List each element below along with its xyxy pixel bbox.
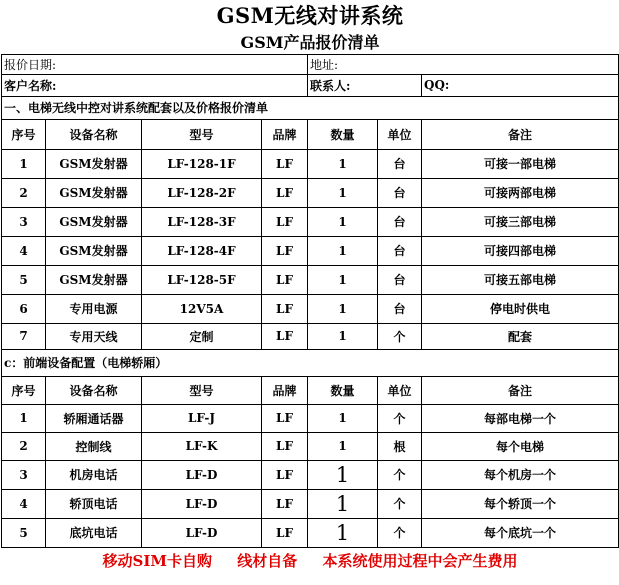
row-device-name: 轿厢通话器: [46, 404, 142, 432]
row-unit: 个: [378, 404, 422, 432]
row-remarks: 可接四部电梯: [422, 236, 619, 265]
row-device-name: 底坑电话: [46, 518, 142, 547]
row-remarks: 配套: [422, 323, 619, 349]
row-model: LF-K: [142, 432, 262, 460]
row-index: 4: [2, 236, 46, 265]
section1-heading: 一、电梯无线中控对讲系统配套以及价格报价清单: [2, 96, 619, 119]
row-remarks: 每个机房一个: [422, 460, 619, 489]
col-header-quantity: 数量: [308, 376, 378, 404]
row-quantity: 1: [308, 460, 378, 489]
page-title: GSM无线对讲系统: [216, 3, 404, 28]
row-brand: LF: [262, 432, 308, 460]
row-quantity: 1: [308, 323, 378, 349]
col-header-remarks: 备注: [422, 119, 619, 149]
row-device-name: 机房电话: [46, 460, 142, 489]
row-device-name: GSM发射器: [46, 207, 142, 236]
row-index: 1: [2, 149, 46, 178]
row-index: 7: [2, 323, 46, 349]
row-brand: LF: [262, 207, 308, 236]
section1-header-row: [2, 119, 619, 149]
col-header-brand: 品牌: [262, 376, 308, 404]
row-model: LF-128-3F: [142, 207, 262, 236]
row-unit: 台: [378, 178, 422, 207]
row-unit: 个: [378, 489, 422, 518]
table-row: [2, 265, 619, 294]
row-unit: 个: [378, 460, 422, 489]
table-row: [2, 460, 619, 489]
row-model: LF-J: [142, 404, 262, 432]
row-brand: LF: [262, 294, 308, 323]
section2-header-row: [2, 376, 619, 404]
row-model: LF-D: [142, 489, 262, 518]
section2-heading: c：前端设备配置（电梯轿厢）: [2, 349, 619, 376]
table-row: [2, 178, 619, 207]
table-row: [2, 294, 619, 323]
row-quantity: 1: [308, 404, 378, 432]
quote-date-label: 报价日期:: [2, 54, 308, 74]
row-unit: 台: [378, 207, 422, 236]
col-header-device-name: 设备名称: [46, 376, 142, 404]
row-unit: 根: [378, 432, 422, 460]
row-remarks: 可接五部电梯: [422, 265, 619, 294]
row-brand: LF: [262, 323, 308, 349]
table-row: [2, 518, 619, 547]
row-brand: LF: [262, 518, 308, 547]
col-header-index: 序号: [2, 376, 46, 404]
row-brand: LF: [262, 149, 308, 178]
row-remarks: 可接一部电梯: [422, 149, 619, 178]
row-index: 6: [2, 294, 46, 323]
row-device-name: 专用电源: [46, 294, 142, 323]
col-header-model: 型号: [142, 376, 262, 404]
address-label: 地址:: [308, 54, 619, 74]
row-index: 4: [2, 489, 46, 518]
row-unit: 个: [378, 323, 422, 349]
row-device-name: GSM发射器: [46, 236, 142, 265]
row-model: LF-128-1F: [142, 149, 262, 178]
table-row: [2, 207, 619, 236]
row-remarks: 可接两部电梯: [422, 178, 619, 207]
row-index: 3: [2, 207, 46, 236]
row-model: LF-128-4F: [142, 236, 262, 265]
col-header-index: 序号: [2, 119, 46, 149]
table-row: [2, 432, 619, 460]
row-unit: 台: [378, 149, 422, 178]
row-unit: 台: [378, 265, 422, 294]
row-brand: LF: [262, 404, 308, 432]
col-header-quantity: 数量: [308, 119, 378, 149]
col-header-unit: 单位: [378, 119, 422, 149]
table-row: [2, 236, 619, 265]
row-device-name: GSM发射器: [46, 265, 142, 294]
row-device-name: GSM发射器: [46, 178, 142, 207]
col-header-model: 型号: [142, 119, 262, 149]
row-remarks: 停电时供电: [422, 294, 619, 323]
row-quantity: 1: [308, 294, 378, 323]
row-index: 1: [2, 404, 46, 432]
row-unit: 台: [378, 236, 422, 265]
row-model: LF-128-2F: [142, 178, 262, 207]
table-row: [2, 489, 619, 518]
row-brand: LF: [262, 489, 308, 518]
contact-label: 联系人:: [308, 74, 422, 96]
row-remarks: 每部电梯一个: [422, 404, 619, 432]
row-quantity: 1: [308, 265, 378, 294]
row-brand: LF: [262, 178, 308, 207]
table-row: [2, 149, 619, 178]
row-quantity: 1: [308, 207, 378, 236]
footer-cost-note: 本系统使用过程中会产生费用: [322, 551, 518, 570]
row-index: 5: [2, 518, 46, 547]
row-model: LF-128-5F: [142, 265, 262, 294]
row-unit: 个: [378, 518, 422, 547]
row-brand: LF: [262, 265, 308, 294]
table-row: [2, 323, 619, 349]
col-header-unit: 单位: [378, 376, 422, 404]
row-device-name: 控制线: [46, 432, 142, 460]
row-model: LF-D: [142, 518, 262, 547]
row-model: 12V5A: [142, 294, 262, 323]
row-index: 3: [2, 460, 46, 489]
col-header-remarks: 备注: [422, 376, 619, 404]
row-remarks: 每个底坑一个: [422, 518, 619, 547]
col-header-device-name: 设备名称: [46, 119, 142, 149]
customer-name-label: 客户名称:: [2, 74, 308, 96]
row-model: 定制: [142, 323, 262, 349]
row-device-name: GSM发射器: [46, 149, 142, 178]
quotation-table: [1, 0, 619, 573]
footer-cable-note: 线材自备: [237, 551, 298, 570]
row-remarks: 可接三部电梯: [422, 207, 619, 236]
col-header-brand: 品牌: [262, 119, 308, 149]
row-quantity: 1: [308, 236, 378, 265]
row-unit: 台: [378, 294, 422, 323]
row-remarks: 每个电梯: [422, 432, 619, 460]
footer-notice: [2, 547, 619, 573]
row-index: 5: [2, 265, 46, 294]
row-brand: LF: [262, 236, 308, 265]
row-device-name: 轿顶电话: [46, 489, 142, 518]
row-remarks: 每个轿顶一个: [422, 489, 619, 518]
row-quantity: 1: [308, 518, 378, 547]
row-quantity: 1: [308, 178, 378, 207]
row-index: 2: [2, 432, 46, 460]
row-quantity: 1: [308, 489, 378, 518]
footer-sim-note: 移动SIM卡自购: [102, 551, 212, 570]
row-quantity: 1: [308, 149, 378, 178]
page-subtitle: GSM产品报价清单: [2, 30, 619, 54]
table-row: [2, 404, 619, 432]
row-brand: LF: [262, 460, 308, 489]
row-device-name: 专用天线: [46, 323, 142, 349]
row-index: 2: [2, 178, 46, 207]
row-quantity: 1: [308, 432, 378, 460]
qq-label: QQ:: [422, 74, 619, 96]
row-model: LF-D: [142, 460, 262, 489]
